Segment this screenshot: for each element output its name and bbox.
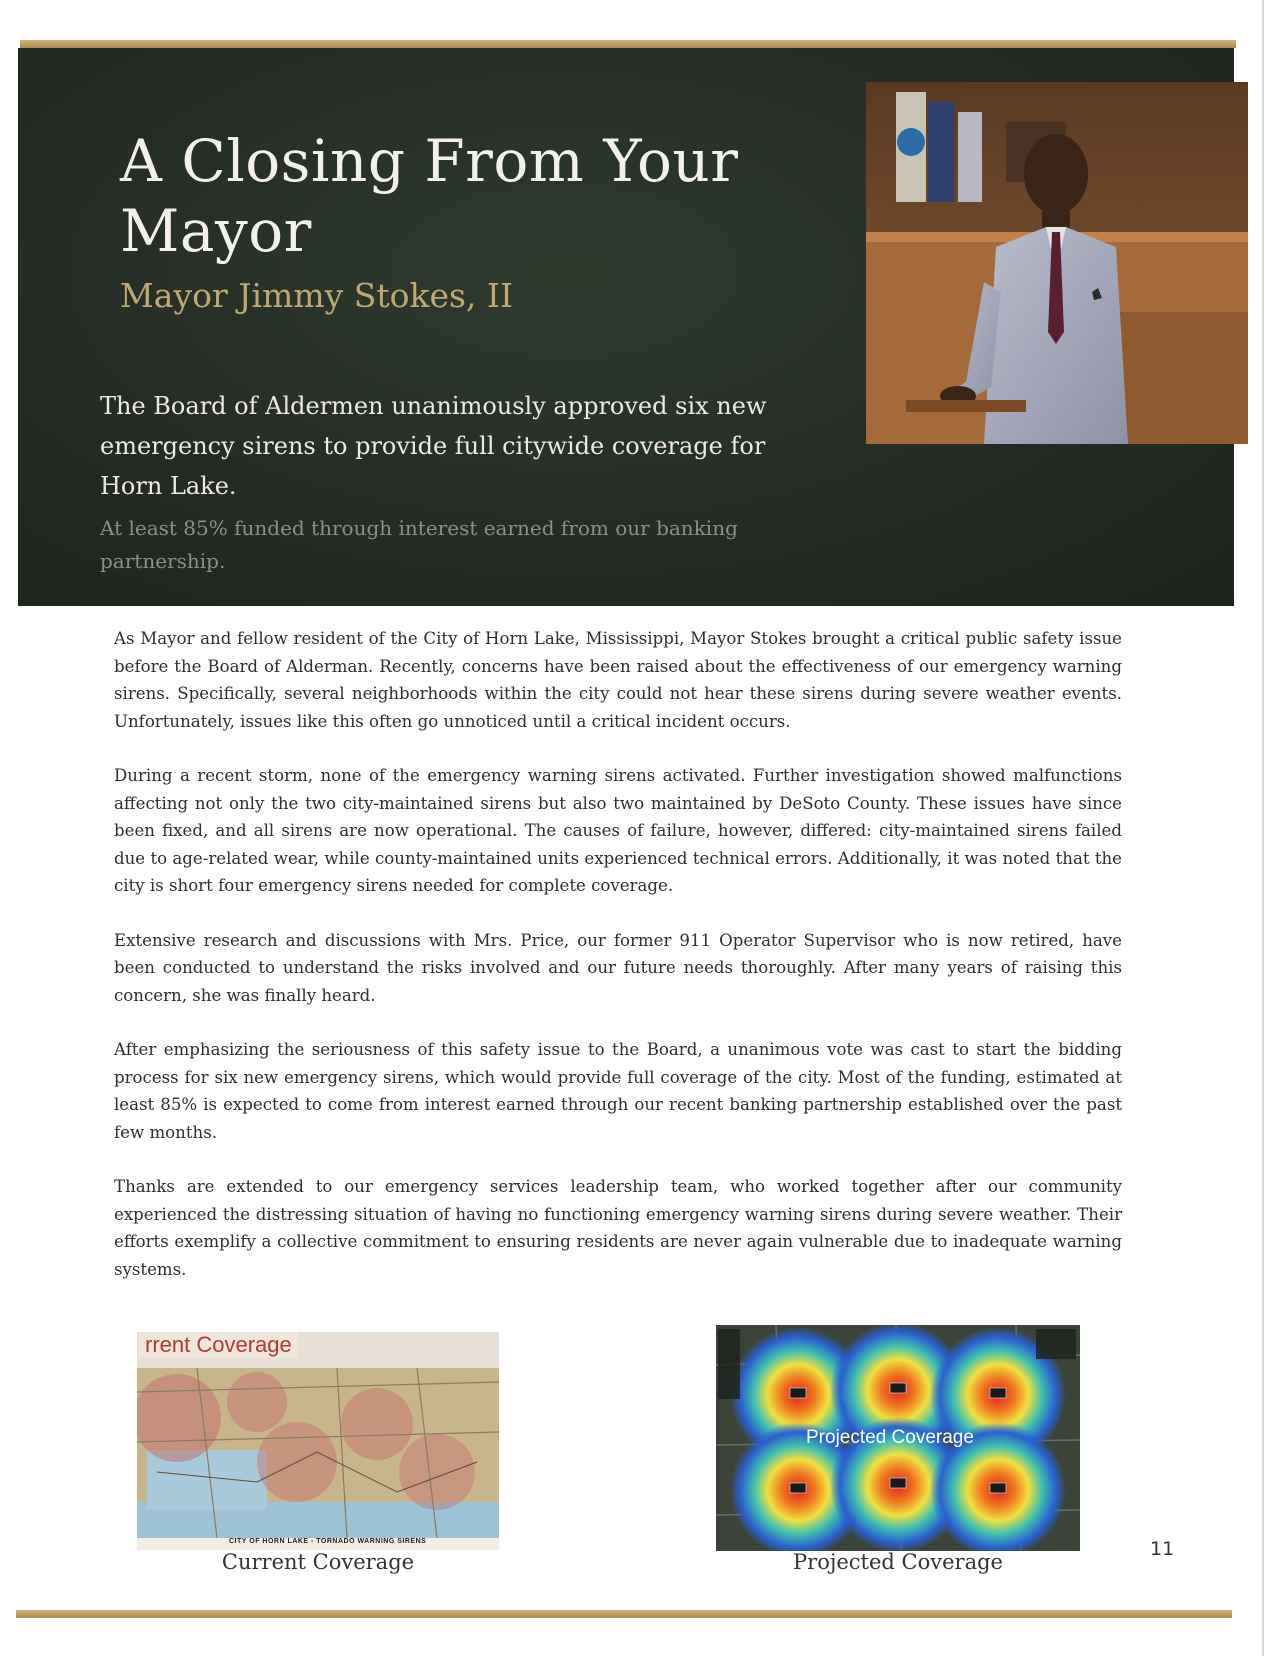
current-coverage-map <box>137 1332 499 1550</box>
mayor-name: Mayor Jimmy Stokes, II <box>120 276 513 315</box>
projected-coverage-caption: Projected Coverage <box>793 1550 1003 1574</box>
current-coverage-map-title: rrent Coverage <box>139 1332 298 1358</box>
article-paragraph: After emphasizing the seriousness of this safety issue to the Board, a unanimous vote was cast to start the bidding process for six new emergency sirens, which would provide full coverage of the city. Most of the funding, estimated at least 85% is expected to come from interest earned through our recent banking partnership established over the past few months. <box>114 1040 1122 1142</box>
article-paragraph: Extensive research and discussions with Mrs. Price, our former 911 Operator Supervisor who is now retired, have been conducted to understand the risks involved and our future needs thoroughly. After many years of raising this concern, she was finally heard. <box>114 930 1122 1005</box>
current-coverage-caption: Current Coverage <box>221 1550 415 1574</box>
bottom-gold-rule <box>16 1610 1232 1618</box>
page-edge <box>1262 0 1264 1656</box>
hero-headline: The Board of Aldermen unanimously approved six new emergency sirens to provide full citywide coverage for Horn Lake. <box>100 392 767 500</box>
current-coverage-map-footer: CITY OF HORN LAKE - TORNADO WARNING SIRENS <box>229 1538 427 1545</box>
projected-coverage-map <box>716 1325 1080 1551</box>
projected-coverage-map-title: Projected Coverage <box>806 1427 974 1448</box>
hero-funding-note: At least 85% funded through interest earned from our banking partnership. <box>100 516 738 573</box>
article-paragraph: During a recent storm, none of the emergency warning sirens activated. Further investigation showed malfunctions affecting not only the two city-maintained sirens but also two maintained by DeSoto County. These issues have since been fixed, and all sirens are now operational. The causes of failure, however, differed: city-maintained sirens failed due to age-related wear, while county-maintained units experienced technical errors. Additionally, it was noted that the city is short four emergency sirens needed for complete coverage. <box>114 766 1122 895</box>
article-paragraph: As Mayor and fellow resident of the City of Horn Lake, Mississippi, Mayor Stokes brought a critical public safety issue before the Board of Alderman. Recently, concerns have been raised about the effectiveness of our emergency warning sirens. Specifically, several neighborhoods within the city could not hear these sirens during severe weather events. Unfortunately, issues like this often go unnoticed until a critical incident occurs. <box>114 629 1122 731</box>
top-gold-rule <box>20 40 1236 48</box>
page-number: 11 <box>1150 1538 1175 1560</box>
hero-banner <box>18 48 1234 606</box>
article-paragraph: Thanks are extended to our emergency services leadership team, who worked together after our community experienced the distressing situation of having no functioning emergency warning sirens during severe weather. Their efforts exemplify a collective commitment to ensuring residents are never again vulnerable due to inadequate warning systems. <box>114 1177 1122 1279</box>
article-body <box>114 625 1122 1310</box>
page-title: A Closing From Your Mayor <box>120 127 739 265</box>
mayor-photo <box>866 82 1248 444</box>
